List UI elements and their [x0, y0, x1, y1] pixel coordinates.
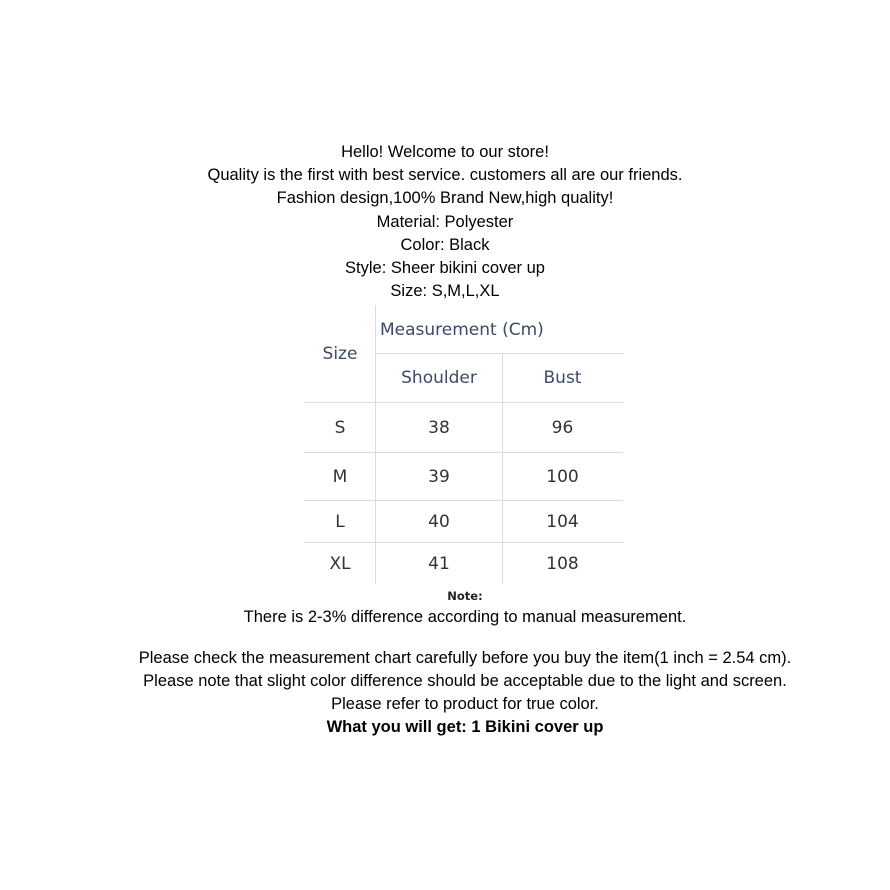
- intro-text-block: [0, 141, 890, 303]
- quality-line: Quality is the first with best service. customers all are our friends.: [207, 166, 683, 185]
- note-label: Note:: [447, 589, 483, 603]
- shoulder-cell: 41: [376, 543, 503, 585]
- bust-cell: 104: [503, 501, 623, 543]
- shoulder-column-header: Shoulder: [376, 354, 503, 403]
- size-cell: S: [305, 403, 376, 453]
- size-list-line: Size: S,M,L,XL: [390, 282, 500, 301]
- shoulder-cell: 38: [376, 403, 503, 453]
- greeting-line: Hello! Welcome to our store!: [341, 143, 549, 161]
- true-color-line: Please refer to product for true color.: [331, 695, 599, 713]
- size-chart-table: [304, 305, 623, 585]
- bust-column-header: Bust: [503, 354, 623, 403]
- shoulder-cell: 40: [376, 501, 503, 543]
- table-header-row: [305, 306, 623, 354]
- table-row: [305, 453, 623, 501]
- footer-text-block: [0, 647, 890, 739]
- table-row: [305, 501, 623, 543]
- check-chart-line: Please check the measurement chart carefully before you buy the item(1 inch = 2.54 cm).: [138, 649, 792, 667]
- shoulder-cell: 39: [376, 453, 503, 501]
- size-cell: L: [305, 501, 376, 543]
- color-line: Color: Black: [400, 235, 490, 254]
- size-column-header: Size: [305, 306, 376, 403]
- bust-cell: 96: [503, 403, 623, 453]
- color-difference-line: Please note that slight color difference should be acceptable due to the light and screen.: [143, 672, 787, 690]
- size-cell: XL: [305, 543, 376, 585]
- fashion-line: Fashion design,100% Brand New,high quality!: [276, 189, 614, 208]
- table-row: [305, 403, 623, 453]
- measurement-group-header: Measurement (Cm): [376, 306, 623, 354]
- bust-cell: 108: [503, 543, 623, 585]
- material-line: Material: Polyester: [376, 212, 514, 231]
- style-line: Style: Sheer bikini cover up: [345, 259, 545, 278]
- note-text: There is 2-3% difference according to manual measurement.: [243, 608, 687, 626]
- package-contents-line: What you will get: 1 Bikini cover up: [326, 718, 604, 736]
- size-cell: M: [305, 453, 376, 501]
- table-row: [305, 543, 623, 585]
- bust-cell: 100: [503, 453, 623, 501]
